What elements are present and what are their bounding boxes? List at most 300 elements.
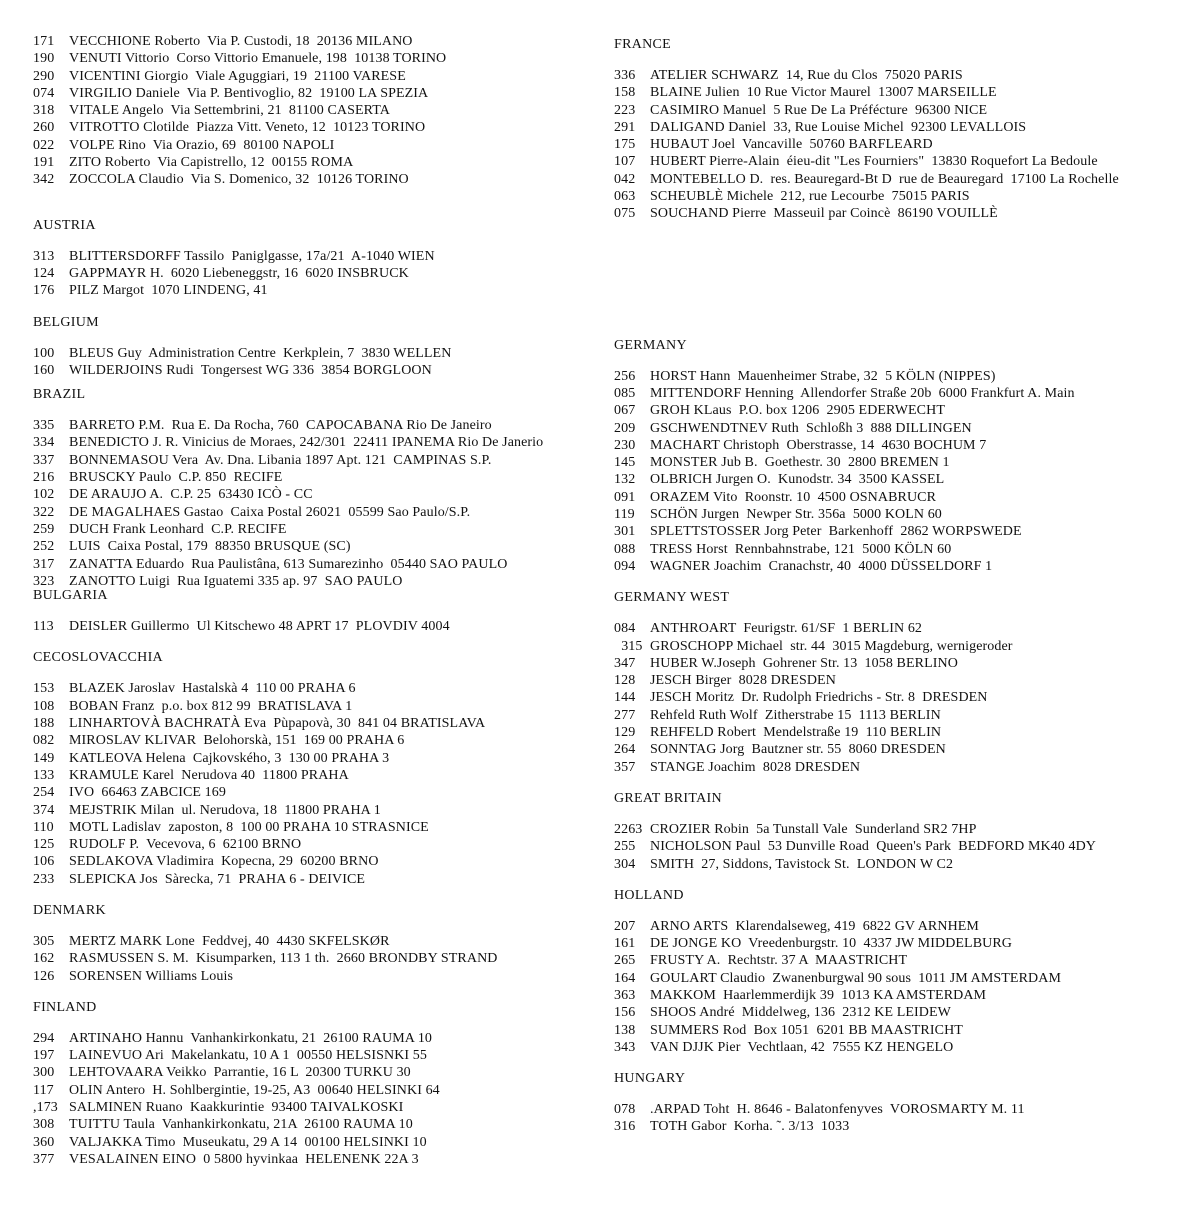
country-heading: FRANCE: [614, 37, 672, 52]
directory-entry: [614, 821, 1174, 838]
directory-entry: [614, 838, 1174, 855]
section-continued: [33, 33, 593, 189]
directory-entry: [33, 68, 593, 85]
entry-address: REHFELD Robert Mendelstraße 19 110 BERLIN: [650, 725, 942, 741]
entry-address: WAGNER Joachim Cranachstr, 40 4000 DÜSSELDORF 1: [650, 558, 993, 574]
entry-address: CASIMIRO Manuel 5 Rue De La Préfécture 96300 NICE: [650, 102, 988, 118]
entry-number: 110: [33, 819, 54, 835]
entry-address: VENUTI Vittorio Corso Vittorio Emanuele, 198 10138 TORINO: [69, 51, 447, 67]
entry-number: 022: [33, 137, 55, 153]
entry-number: 075: [614, 206, 636, 222]
directory-entry: [33, 33, 593, 50]
entry-address: VITALE Angelo Via Settembrini, 21 81100 CASERTA: [69, 103, 391, 119]
section-bulgaria: [33, 587, 593, 635]
entry-number: 107: [614, 154, 636, 170]
entry-address: SEDLAKOVA Vladimira Kopecna, 29 60200 BRNO: [69, 854, 379, 870]
directory-entry: [614, 541, 1174, 558]
entry-address: LEHTOVAARA Veikko Parrantie, 16 L 20300 TURKU 30: [69, 1065, 411, 1081]
entry-number: 119: [614, 507, 635, 523]
directory-entry: [33, 486, 593, 503]
entry-number: 162: [33, 951, 55, 967]
entry-number: 290: [33, 68, 55, 84]
directory-entry: [614, 153, 1174, 170]
entry-address: ATELIER SCHWARZ 14, Rue du Clos 75020 PARIS: [650, 68, 963, 83]
directory-entry: [33, 871, 593, 888]
entry-number: 264: [614, 742, 636, 758]
entry-number: 209: [614, 420, 636, 436]
entry-address: TOTH Gabor Korha. ˜. 3/13 1033: [650, 1119, 850, 1135]
entry-number: 100: [33, 345, 55, 361]
entry-address: DE JONGE KO Vreedenburgstr. 10 4337 JW MIDDELBURG: [650, 936, 1013, 952]
entry-address: SCHEUBLÈ Michele 212, rue Lecourbe 75015 PARIS: [650, 189, 970, 205]
entry-number: 255: [614, 839, 636, 855]
entry-address: LINHARTOVÀ BACHRATÀ Eva Pùpapovà, 30 841 04 BRATISLAVA: [69, 716, 486, 732]
entry-address: SLEPICKA Jos Sàrecka, 71 PRAHA 6 - DEIVICE: [69, 871, 366, 887]
entry-number: 230: [614, 437, 636, 453]
directory-entry: [33, 1047, 593, 1064]
entry-address: ZANATTA Eduardo Rua Paulistâna, 613 Sumarezinho 05440 SAO PAULO: [69, 556, 508, 572]
entry-address: BLITTERSDORFF Tassilo Paniglgasse, 17a/21 A-1040 WIEN: [69, 248, 435, 264]
directory-entry: [614, 119, 1174, 136]
entry-number: 291: [614, 119, 636, 135]
entry-address: VAN DJJK Pier Vechtlaan, 42 7555 KZ HENGELO: [650, 1039, 954, 1055]
entry-number: 063: [614, 189, 636, 205]
entry-number: 277: [614, 707, 636, 723]
directory-entry: [33, 802, 593, 819]
directory-entry: [614, 489, 1174, 506]
directory-entry: [614, 84, 1174, 101]
directory-entry: [33, 50, 593, 67]
directory-entry: [33, 784, 593, 801]
directory-entry: [33, 698, 593, 715]
directory-entry: [614, 454, 1174, 471]
entry-address: SONNTAG Jorg Bautzner str. 55 8060 DRESDEN: [650, 742, 946, 758]
entry-address: IVO 66463 ZABCICE 169: [69, 785, 226, 801]
entry-address: DE MAGALHAES Gastao Caixa Postal 26021 05599 Sao Paulo/S.P.: [69, 504, 471, 520]
section-belgium: [33, 314, 593, 380]
entry-address: HUBAUT Joel Vancaville 50760 BARFLEARD: [650, 137, 933, 153]
entry-address: VOLPE Rino Via Orazio, 69 80100 NAPOLI: [69, 137, 335, 153]
directory-entry: [614, 987, 1174, 1004]
entry-address: LAINEVUO Ari Makelankatu, 10 A 1 00550 HELSISNKI 55: [69, 1048, 427, 1064]
directory-entry: [614, 437, 1174, 454]
directory-entry: [33, 154, 593, 171]
entry-address: MONTEBELLO D. res. Beauregard-Bt D rue de Beauregard 17100 La Rochelle: [650, 171, 1119, 187]
entry-number: 164: [614, 970, 636, 986]
entry-number: 094: [614, 558, 636, 574]
entry-number: ,173: [33, 1100, 58, 1116]
directory-entry: [614, 856, 1174, 873]
entry-address: OLBRICH Jurgen O. Kunodstr. 34 3500 KASSEL: [650, 472, 945, 488]
directory-entry: [614, 918, 1174, 935]
directory-entry: [614, 102, 1174, 119]
directory-entry: [33, 362, 593, 379]
entry-number: 342: [33, 172, 55, 188]
entry-address: RUDOLF P. Vecevova, 6 62100 BRNO: [69, 837, 302, 853]
entry-number: 149: [33, 750, 55, 766]
entry-number: 343: [614, 1039, 636, 1055]
directory-entry: [614, 655, 1174, 672]
left-column: [33, 33, 593, 1168]
entry-address: BLEUS Guy Administration Centre Kerkplein, 7 3830 WELLEN: [69, 345, 452, 361]
entry-number: 308: [33, 1117, 55, 1133]
entry-number: 042: [614, 171, 636, 187]
directory-entry: [33, 1030, 593, 1047]
entry-address: BLAZEK Jaroslav Hastalskà 4 110 00 PRAHA 6: [69, 681, 356, 697]
entry-address: VALJAKKA Timo Museukatu, 29 A 14 00100 HELSINKI 10: [69, 1134, 427, 1150]
entry-number: 216: [33, 470, 55, 486]
entry-address: KRAMULE Karel Nerudova 40 11800 PRAHA: [69, 767, 349, 783]
entry-address: MAKKOM Haarlemmerdijk 39 1013 KA AMSTERDAM: [650, 987, 987, 1003]
directory-entry: [33, 102, 593, 119]
directory-entry: [614, 368, 1174, 385]
country-heading: FINLAND: [33, 999, 97, 1015]
entry-address: VIRGILIO Daniele Via P. Bentivoglio, 82 19100 LA SPEZIA: [69, 85, 429, 101]
entry-address: HUBERT Pierre-Alain éieu-dit "Les Fourniers" 13830 Roquefort La Bedoule: [650, 154, 1098, 170]
entry-number: 132: [614, 472, 636, 488]
entry-address: MERTZ MARK Lone Feddvej, 40 4430 SKFELSKØR: [69, 933, 390, 949]
directory-entry: [33, 248, 593, 265]
directory-entry: [33, 556, 593, 573]
entry-address: SOUCHAND Pierre Masseuil par Coincè 86190 VOUILLÈ: [650, 206, 998, 222]
entry-number: 374: [33, 802, 55, 818]
entry-number: 223: [614, 102, 636, 118]
entry-address: VESALAINEN EINO 0 5800 hyvinkaa HELENENK 22A 3: [69, 1151, 419, 1167]
entry-address: ARTINAHO Hannu Vanhankirkonkatu, 21 26100 RAUMA 10: [69, 1030, 433, 1046]
directory-entry: [614, 1101, 1174, 1118]
entry-number: 156: [614, 1005, 636, 1021]
directory-entry: [614, 638, 1174, 655]
directory-entry: [614, 689, 1174, 706]
directory-entry: [33, 521, 593, 538]
directory-entry: [614, 952, 1174, 969]
right-column: [614, 36, 1174, 1136]
entry-address: GAPPMAYR H. 6020 Liebeneggstr, 16 6020 INSBRUCK: [69, 265, 409, 281]
directory-entry: [614, 171, 1174, 188]
entry-number: 176: [33, 283, 55, 299]
entry-address: SUMMERS Rod Box 1051 6201 BB MAASTRICHT: [650, 1022, 963, 1038]
directory-entry: [33, 1116, 593, 1133]
country-heading: HOLLAND: [614, 887, 684, 903]
entry-address: MIROSLAV KLIVAR Belohorskà, 151 169 00 PRAHA 6: [69, 733, 405, 749]
entry-address: MEJSTRIK Milan ul. Nerudova, 18 11800 PRAHA 1: [69, 802, 381, 818]
entry-address: SCHÖN Jurgen Newper Str. 356a 5000 KOLN 60: [650, 507, 942, 523]
entry-number: 360: [33, 1134, 55, 1150]
entry-address: MITTENDORF Henning Allendorfer Straße 20b 6000 Frankfurt A. Main: [650, 385, 1075, 401]
entry-address: ORAZEM Vito Roonstr. 10 4500 OSNABRUCR: [650, 489, 937, 505]
entry-number: 124: [33, 265, 55, 281]
section-brazil: [33, 386, 593, 590]
entry-address: ZOCCOLA Claudio Via S. Domenico, 32 10126 TORINO: [69, 172, 409, 188]
directory-entry: [614, 136, 1174, 153]
directory-entry: [33, 417, 593, 434]
directory-entry: [614, 558, 1174, 575]
country-heading: GERMANY: [614, 337, 687, 353]
directory-entry: [614, 67, 1174, 84]
entry-address: ARNO ARTS Klarendalseweg, 419 6822 GV ARNHEM: [650, 918, 979, 934]
entry-address: JESCH Birger 8028 DRESDEN: [650, 673, 836, 689]
directory-entry: [614, 759, 1174, 776]
directory-entry: [614, 506, 1174, 523]
section-finland: [33, 999, 593, 1168]
entry-address: BENEDICTO J. R. Vinicius de Moraes, 242/301 22411 IPANEMA Rio De Janerio: [69, 435, 544, 451]
entry-address: BRUSCKY Paulo C.P. 850 RECIFE: [69, 470, 283, 486]
entry-number: 191: [33, 155, 55, 171]
entry-number: 085: [614, 385, 636, 401]
directory-entry: [33, 767, 593, 784]
directory-entry: [33, 1134, 593, 1151]
entry-number: 138: [614, 1022, 636, 1038]
entry-number: 256: [614, 368, 636, 384]
entry-number: 301: [614, 524, 636, 540]
entry-address: VITROTTO Clotilde Piazza Vitt. Veneto, 12 10123 TORINO: [69, 120, 426, 136]
entry-number: 334: [33, 435, 55, 451]
entry-address: DEISLER Guillermo Ul Kitschewo 48 APRT 17 PLOVDIV 4004: [69, 619, 450, 635]
entry-address: ANTHROART Feurigstr. 61/SF 1 BERLIN 62: [650, 621, 923, 637]
country-heading: BULGARIA: [33, 588, 108, 604]
entry-number: 2263: [614, 821, 643, 837]
directory-entry: [614, 672, 1174, 689]
entry-number: 304: [614, 856, 636, 872]
entry-number: 144: [614, 690, 636, 706]
entry-number: 316: [614, 1119, 636, 1135]
entry-number: 125: [33, 837, 55, 853]
directory-entry: [33, 452, 593, 469]
entry-number: 313: [33, 248, 55, 264]
country-heading: DENMARK: [33, 902, 106, 918]
entry-number: 300: [33, 1065, 55, 1081]
entry-number: 074: [33, 85, 55, 101]
directory-entry: [614, 1004, 1174, 1021]
directory-entry: [33, 538, 593, 555]
entry-address: TUITTU Taula Vanhankirkonkatu, 21A 26100 RAUMA 10: [69, 1117, 413, 1133]
directory-entry: [614, 385, 1174, 402]
directory-entry: [33, 171, 593, 188]
directory-entry: [33, 85, 593, 102]
entry-number: 106: [33, 854, 55, 870]
entry-address: BONNEMASOU Vera Av. Dna. Libania 1897 Apt. 121 CAMPINAS S.P.: [69, 452, 492, 468]
entry-address: DE ARAUJO A. C.P. 25 63430 ICÒ - CC: [69, 487, 313, 503]
entry-address: LUIS Caixa Postal, 179 88350 BRUSQUE (SC): [69, 539, 351, 555]
directory-entry: [33, 750, 593, 767]
entry-address: TRESS Horst Rennbahnstrabe, 121 5000 KÖLN 60: [650, 541, 952, 557]
directory-entry: [33, 119, 593, 136]
entry-number: 117: [33, 1082, 54, 1098]
entry-number: 153: [33, 681, 55, 697]
entry-address: CROZIER Robin 5a Tunstall Vale Sunderland SR2 7HP: [650, 821, 977, 837]
directory-entry: [33, 504, 593, 521]
section-hungary: [614, 1070, 1174, 1136]
entry-number: 357: [614, 759, 636, 775]
section-holland: [614, 887, 1174, 1056]
country-heading: AUSTRIA: [33, 217, 96, 233]
entry-number: 363: [614, 987, 636, 1003]
section-denmark: [33, 902, 593, 985]
directory-entry: [33, 1082, 593, 1099]
entry-address: WILDERJOINS Rudi Tongersest WG 336 3854 BORGLOON: [69, 362, 432, 378]
entry-number: 259: [33, 521, 55, 537]
entry-number: 128: [614, 673, 636, 689]
entry-number: 322: [33, 504, 55, 520]
entry-address: GSCHWENDTNEV Ruth Schloßh 3 888 DILLINGEN: [650, 420, 972, 436]
entry-address: KATLEOVA Helena Cajkovského, 3 130 00 PRAHA 3: [69, 750, 390, 766]
country-heading: GREAT BRITAIN: [614, 790, 722, 806]
entry-address: HUBER W.Joseph Gohrener Str. 13 1058 BERLINO: [650, 655, 958, 671]
entry-number: 084: [614, 621, 636, 637]
entry-number: 254: [33, 785, 55, 801]
country-heading: BELGIUM: [33, 314, 99, 330]
directory-entry: [33, 950, 593, 967]
directory-entry: [614, 724, 1174, 741]
entry-number: 233: [33, 871, 55, 887]
section-france: [614, 36, 1174, 223]
entry-number: 082: [33, 733, 55, 749]
directory-entry: [614, 1022, 1174, 1039]
entry-number: 252: [33, 539, 55, 555]
directory-entry: [614, 402, 1174, 419]
directory-entry: [33, 680, 593, 697]
entry-address: VECCHIONE Roberto Via P. Custodi, 18 20136 MILANO: [69, 34, 413, 49]
entry-number: 317: [33, 556, 55, 572]
entry-address: ZITO Roberto Via Capistrello, 12 00155 ROMA: [69, 155, 354, 171]
entry-address: BOBAN Franz p.o. box 812 99 BRATISLAVA 1: [69, 698, 353, 714]
directory-entry: [33, 732, 593, 749]
directory-entry: [614, 188, 1174, 205]
entry-number: 315: [614, 638, 643, 654]
directory-entry: [33, 836, 593, 853]
entry-address: OLIN Antero H. Sohlbergintie, 19-25, A3 00640 HELSINKI 64: [69, 1082, 440, 1098]
entry-number: 260: [33, 120, 55, 136]
section-great-britain: [614, 790, 1174, 873]
entry-number: 161: [614, 936, 636, 952]
entry-number: 145: [614, 455, 636, 471]
entry-address: BLAINE Julien 10 Rue Victor Maurel 13007 MARSEILLE: [650, 85, 997, 101]
directory-entry: [33, 434, 593, 451]
entry-address: RASMUSSEN S. M. Kisumparken, 113 1 th. 2660 BRONDBY STRAND: [69, 951, 498, 967]
entry-number: 337: [33, 452, 55, 468]
entry-address: BARRETO P.M. Rua E. Da Rocha, 760 CAPOCABANA Rio De Janeiro: [69, 418, 492, 434]
directory-entry: [33, 933, 593, 950]
directory-entry: [614, 1118, 1174, 1135]
section-austria: [33, 217, 593, 300]
entry-number: 197: [33, 1048, 55, 1064]
directory-entry: [33, 282, 593, 299]
directory-entry: [33, 1064, 593, 1081]
entry-number: 126: [33, 968, 55, 984]
country-heading: BRAZIL: [33, 387, 86, 403]
entry-address: DUCH Frank Leonhard C.P. RECIFE: [69, 521, 287, 537]
entry-address: ZANOTTO Luigi Rua Iguatemi 335 ap. 97 SAO PAULO: [69, 573, 403, 589]
entry-number: 088: [614, 541, 636, 557]
entry-address: PILZ Margot 1070 LINDENG, 41: [69, 283, 268, 299]
entry-address: NICHOLSON Paul 53 Dunville Road Queen's Park BEDFORD MK40 4DY: [650, 839, 1097, 855]
directory-entry: [614, 1039, 1174, 1056]
entry-number: 175: [614, 137, 636, 153]
directory-entry: [33, 968, 593, 985]
entry-number: 102: [33, 487, 55, 503]
entry-address: SHOOS André Middelweg, 136 2312 KE LEIDEW: [650, 1005, 951, 1021]
country-heading: GERMANY WEST: [614, 590, 730, 606]
directory-entry: [614, 707, 1174, 724]
directory-entry: [33, 469, 593, 486]
entry-number: 108: [33, 698, 55, 714]
entry-number: 207: [614, 918, 636, 934]
entry-number: 091: [614, 489, 636, 505]
entry-address: SORENSEN Williams Louis: [69, 968, 234, 984]
entry-address: SMITH 27, Siddons, Tavistock St. LONDON W C2: [650, 856, 954, 872]
entry-number: 158: [614, 85, 636, 101]
directory-entry: [614, 620, 1174, 637]
entry-number: 265: [614, 953, 636, 969]
section-cecoslovacchia: [33, 649, 593, 888]
directory-entry: [33, 715, 593, 732]
entry-number: 113: [33, 619, 54, 635]
directory-entry: [33, 137, 593, 154]
entry-number: 171: [33, 34, 55, 49]
entry-address: DALIGAND Daniel 33, Rue Louise Michel 92300 LEVALLOIS: [650, 119, 1027, 135]
entry-address: HORST Hann Mauenheimer Strabe, 32 5 KÖLN (NIPPES): [650, 368, 996, 384]
directory-entry: [614, 205, 1174, 222]
directory-entry: [33, 819, 593, 836]
entry-number: 160: [33, 362, 55, 378]
entry-address: MONSTER Jub B. Goethestr. 30 2800 BREMEN 1: [650, 455, 950, 471]
entry-number: 323: [33, 573, 55, 589]
directory-entry: [614, 970, 1174, 987]
entry-number: 347: [614, 655, 636, 671]
directory-entry: [614, 741, 1174, 758]
entry-address: Rehfeld Ruth Wolf Zitherstrabe 15 1113 BERLIN: [650, 707, 941, 723]
directory-entry: [33, 345, 593, 362]
entry-number: 067: [614, 403, 636, 419]
entry-address: GROSCHOPP Michael str. 44 3015 Magdeburg, wernigeroder: [650, 638, 1013, 654]
entry-number: 129: [614, 725, 636, 741]
entry-number: 294: [33, 1030, 55, 1046]
entry-number: 190: [33, 51, 55, 67]
section-germany: [614, 337, 1174, 576]
entry-address: GOULART Claudio Zwanenburgwal 90 sous 1011 JM AMSTERDAM: [650, 970, 1061, 986]
entry-number: 305: [33, 933, 55, 949]
directory-entry: [33, 1151, 593, 1168]
entry-number: 318: [33, 103, 55, 119]
entry-number: 335: [33, 418, 55, 434]
entry-address: FRUSTY A. Rechtstr. 37 A MAASTRICHT: [650, 953, 908, 969]
entry-address: MOTL Ladislav zaposton, 8 100 00 PRAHA 10 STRASNICE: [69, 819, 429, 835]
country-heading: HUNGARY: [614, 1071, 686, 1087]
section-germany-west: [614, 589, 1174, 776]
directory-entry: [33, 853, 593, 870]
entry-address: VICENTINI Giorgio Viale Aguggiari, 19 21100 VARESE: [69, 68, 406, 84]
entry-address: STANGE Joachim 8028 DRESDEN: [650, 759, 861, 775]
directory-entry: [614, 935, 1174, 952]
directory-entry: [33, 265, 593, 282]
entry-number: 133: [33, 767, 55, 783]
directory-entry: [33, 1099, 593, 1116]
entry-address: .ARPAD Toht H. 8646 - Balatonfenyves VOROSMARTY M. 11: [650, 1102, 1025, 1118]
country-heading: CECOSLOVACCHIA: [33, 650, 163, 666]
entry-number: 377: [33, 1151, 55, 1167]
entry-number: 188: [33, 716, 55, 732]
entry-address: SALMINEN Ruano Kaakkurintie 93400 TAIVALKOSKI: [69, 1100, 404, 1116]
directory-entry: [33, 618, 593, 635]
directory-entry: [614, 523, 1174, 540]
entry-address: MACHART Christoph Oberstrasse, 14 4630 BOCHUM 7: [650, 437, 987, 453]
entry-number: 078: [614, 1102, 636, 1118]
entry-address: GROH KLaus P.O. box 1206 2905 EDERWECHT: [650, 403, 945, 419]
entry-address: JESCH Moritz Dr. Rudolph Friedrichs - Str. 8 DRESDEN: [650, 690, 988, 706]
entry-number: 336: [614, 68, 636, 83]
directory-entry: [614, 471, 1174, 488]
entry-address: SPLETTSTOSSER Jorg Peter Barkenhoff 2862 WORPSWEDE: [650, 524, 1022, 540]
